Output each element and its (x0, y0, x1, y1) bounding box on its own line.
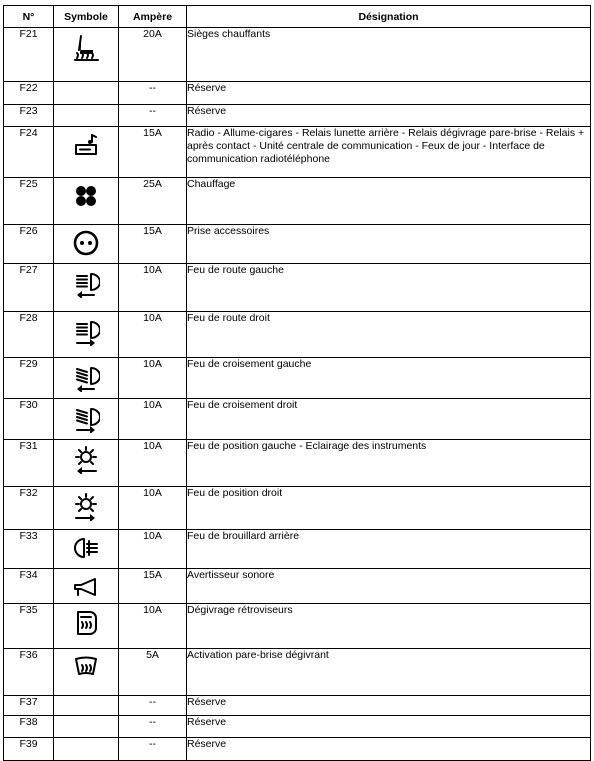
symbol-cell (54, 105, 119, 127)
symbol-cell (54, 28, 119, 82)
table-row (4, 312, 591, 358)
fuse-number: F21 (4, 28, 54, 82)
table-row (4, 649, 591, 696)
symbol-cell (54, 127, 119, 178)
fuse-number: F22 (4, 82, 54, 105)
fuse-amperage: 15A (119, 127, 187, 178)
fuse-amperage: -- (119, 696, 187, 716)
mirror-defrost-icon (54, 608, 118, 638)
fuse-amperage: 10A (119, 440, 187, 487)
table-row (4, 399, 591, 440)
fuse-designation: Dégivrage rétroviseurs (187, 604, 591, 649)
table-row (4, 530, 591, 569)
table-row (4, 569, 591, 604)
table-row (4, 178, 591, 225)
fuse-number: F39 (4, 738, 54, 761)
fuse-amperage: 10A (119, 399, 187, 440)
symbol-cell (54, 358, 119, 399)
symbol-cell (54, 399, 119, 440)
fuse-number: F27 (4, 264, 54, 312)
rear-fog-light-icon (54, 534, 118, 564)
fuse-designation: Avertisseur sonore (187, 569, 591, 604)
fuse-number: F28 (4, 312, 54, 358)
fuse-amperage: 10A (119, 487, 187, 530)
fuse-number: F34 (4, 569, 54, 604)
fuse-amperage: -- (119, 105, 187, 127)
fuse-designation: Feu de position droit (187, 487, 591, 530)
symbol-cell (54, 82, 119, 105)
fuse-designation: Feu de brouillard arrière (187, 530, 591, 569)
fuse-table (3, 5, 591, 761)
low-beam-right-icon (54, 403, 118, 433)
fuse-designation: Radio - Allume-cigares - Relais lunette arrière - Relais dégivrage pare-brise - Relais + après contact - Unité centrale de communication - Feux de jour - Interface de communication radiotéléphone (187, 127, 591, 178)
fuse-number: F30 (4, 399, 54, 440)
fuse-designation: Réserve (187, 716, 591, 738)
table-row (4, 716, 591, 738)
windshield-defrost-icon (54, 653, 118, 683)
table-row (4, 127, 591, 178)
fuse-number: F32 (4, 487, 54, 530)
fuse-number: F37 (4, 696, 54, 716)
fuse-amperage: 15A (119, 225, 187, 264)
fuse-designation: Activation pare-brise dégivrant (187, 649, 591, 696)
table-row (4, 28, 591, 82)
fuse-designation: Réserve (187, 82, 591, 105)
position-light-left-icon (54, 444, 118, 474)
power-socket-icon (54, 229, 118, 259)
table-row (4, 738, 591, 761)
fuse-amperage: -- (119, 738, 187, 761)
symbol-cell (54, 178, 119, 225)
fuse-designation: Sièges chauffants (187, 28, 591, 82)
low-beam-left-icon (54, 362, 118, 392)
table-row (4, 82, 591, 105)
table-row (4, 604, 591, 649)
symbol-cell (54, 264, 119, 312)
fuse-number: F26 (4, 225, 54, 264)
fuse-amperage: 10A (119, 604, 187, 649)
symbol-cell (54, 312, 119, 358)
fuse-designation: Feu de position gauche - Eclairage des instruments (187, 440, 591, 487)
table-row (4, 225, 591, 264)
horn-icon (54, 573, 118, 603)
fuse-designation: Feu de route droit (187, 312, 591, 358)
symbol-cell (54, 716, 119, 738)
fuse-designation: Réserve (187, 696, 591, 716)
symbol-cell (54, 530, 119, 569)
fuse-amperage: -- (119, 82, 187, 105)
fuse-amperage: 10A (119, 358, 187, 399)
fuse-number: F33 (4, 530, 54, 569)
fuse-amperage: 15A (119, 569, 187, 604)
fuse-number: F25 (4, 178, 54, 225)
symbol-cell (54, 569, 119, 604)
fuse-number: F36 (4, 649, 54, 696)
table-row (4, 358, 591, 399)
symbol-cell (54, 649, 119, 696)
fuse-amperage: 25A (119, 178, 187, 225)
symbol-cell (54, 440, 119, 487)
heated-seat-icon (54, 32, 118, 62)
symbol-cell (54, 487, 119, 530)
position-light-right-icon (54, 491, 118, 521)
fuse-number: F29 (4, 358, 54, 399)
high-beam-right-icon (54, 316, 118, 346)
symbol-cell (54, 225, 119, 264)
high-beam-left-icon (54, 268, 118, 298)
fuse-number: F31 (4, 440, 54, 487)
fuse-designation: Feu de croisement gauche (187, 358, 591, 399)
fuse-number: F24 (4, 127, 54, 178)
fuse-designation: Prise accessoires (187, 225, 591, 264)
fuse-designation: Feu de route gauche (187, 264, 591, 312)
header-ampere: Ampère (119, 6, 187, 28)
fuse-amperage: 5A (119, 649, 187, 696)
fuse-number: F23 (4, 105, 54, 127)
header-symbol: Symbole (54, 6, 119, 28)
table-row (4, 264, 591, 312)
fuse-amperage: 10A (119, 264, 187, 312)
symbol-cell (54, 696, 119, 716)
fuse-amperage: 20A (119, 28, 187, 82)
fuse-designation: Réserve (187, 738, 591, 761)
fuse-designation: Feu de croisement droit (187, 399, 591, 440)
fuse-amperage: 10A (119, 530, 187, 569)
radio-icon (54, 131, 118, 161)
fuse-designation: Chauffage (187, 178, 591, 225)
fuse-number: F35 (4, 604, 54, 649)
fan-heater-icon (54, 182, 118, 212)
fuse-amperage: 10A (119, 312, 187, 358)
table-row (4, 440, 591, 487)
header-row (4, 6, 591, 28)
fuse-amperage: -- (119, 716, 187, 738)
fuse-designation: Réserve (187, 105, 591, 127)
fuse-number: F38 (4, 716, 54, 738)
table-row (4, 487, 591, 530)
header-number: N° (4, 6, 54, 28)
header-designation: Désignation (187, 6, 591, 28)
table-row (4, 105, 591, 127)
symbol-cell (54, 604, 119, 649)
table-row (4, 696, 591, 716)
symbol-cell (54, 738, 119, 761)
